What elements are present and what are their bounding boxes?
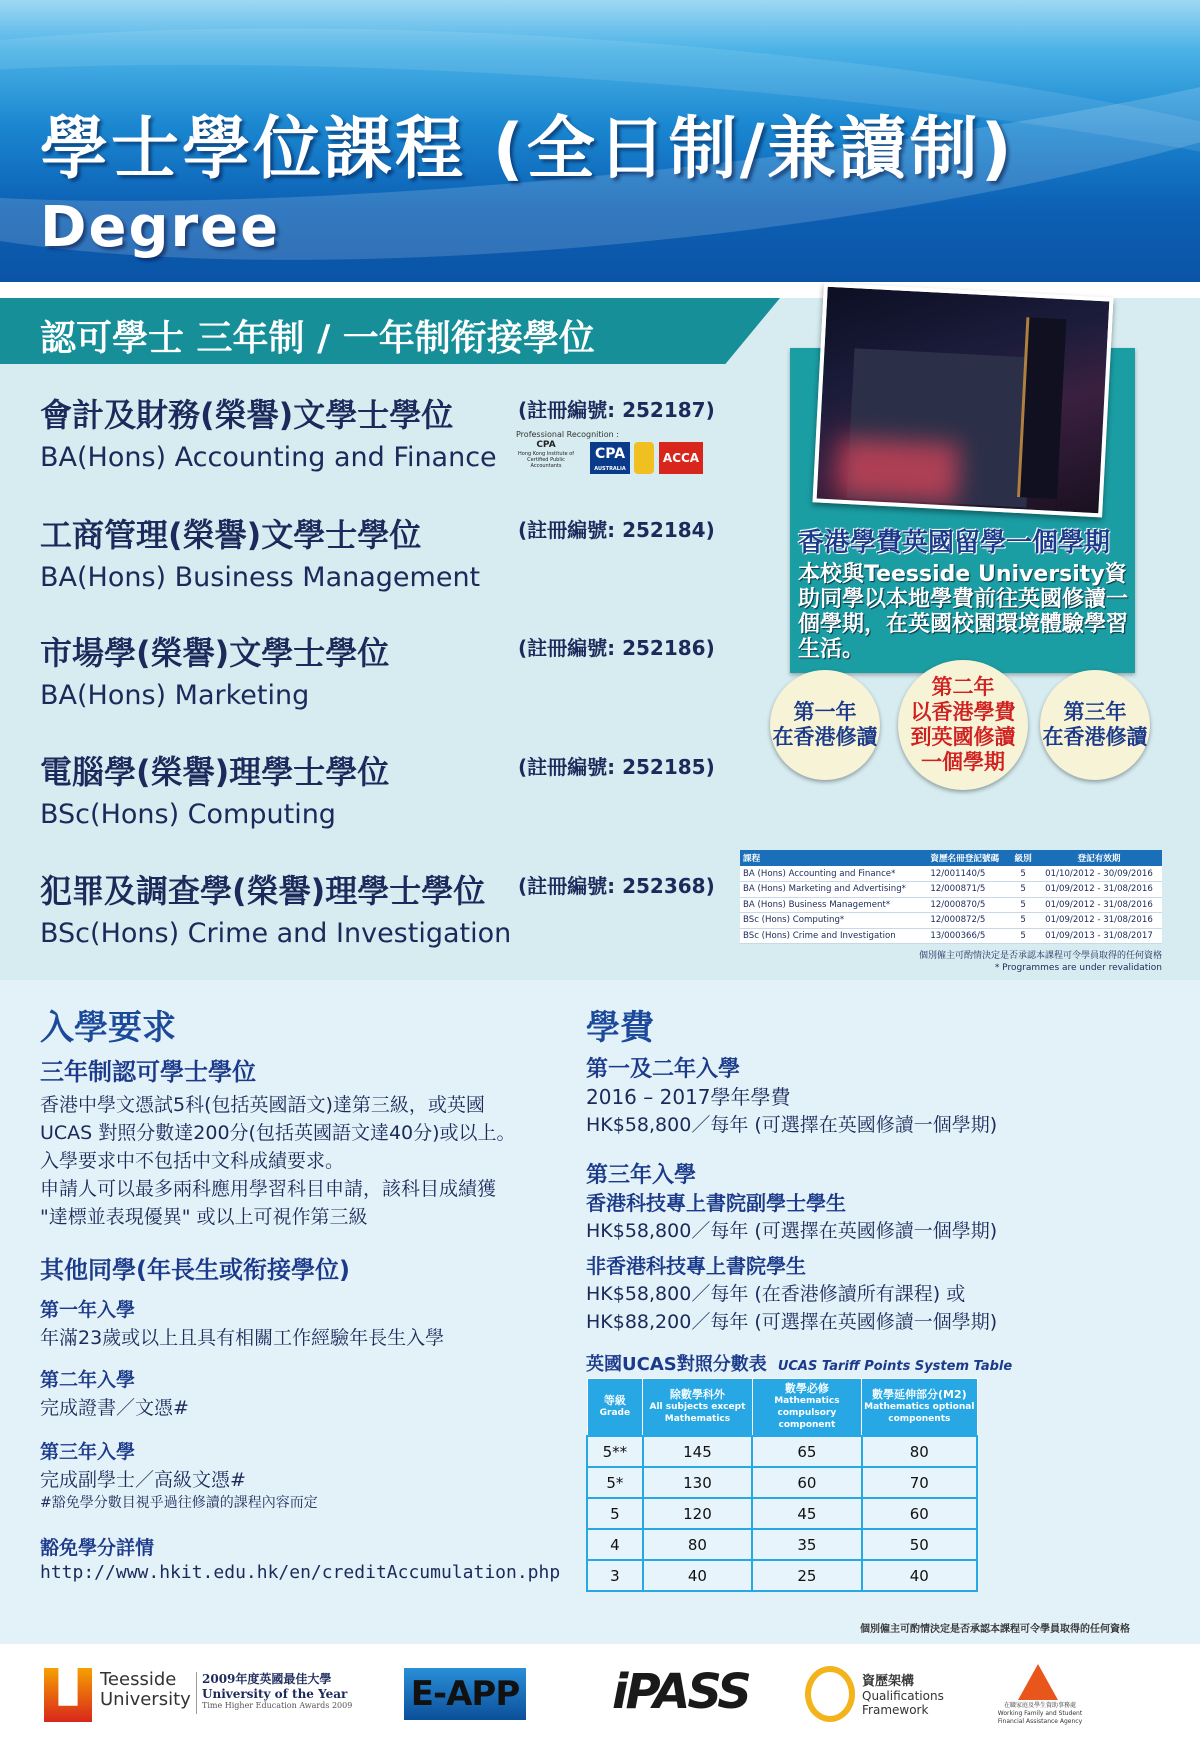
fees-amount: HK$88,200／每年 (可選擇在英國修讀一個學期)	[586, 1311, 998, 1333]
admission-year-two	[40, 1366, 560, 1422]
qualifications-framework-logo	[862, 1674, 944, 1717]
table-cell: 40	[643, 1560, 752, 1591]
table-header: 資歷名冊登記號碼	[927, 850, 1010, 866]
year-heading: 第二年入學	[40, 1369, 136, 1391]
fees-amount: HK$58,800／每年 (可選擇在英國修讀一個學期)	[586, 1114, 998, 1136]
year-one-circle	[770, 670, 880, 780]
table-header	[587, 1379, 643, 1437]
table-row	[587, 1498, 977, 1529]
crest-icon	[634, 442, 654, 474]
acca-logo: ACCA	[659, 442, 703, 474]
table-header-row	[587, 1379, 977, 1437]
table-cell: 13/000366/5	[927, 928, 1010, 944]
table-cell: 01/09/2012 - 31/08/2016	[1036, 913, 1162, 929]
text-line: "達標並表現優異" 或以上可視作第三級	[40, 1206, 368, 1228]
logo-text: Teesside	[100, 1669, 177, 1690]
cpa-australia-logo-subtext: AUSTRALIA	[594, 466, 626, 472]
programme-item-computing	[40, 747, 740, 830]
table-row	[587, 1560, 977, 1591]
circle-line: 到英國修讀	[910, 725, 1016, 749]
year-text: 年滿23歲或以上且具有相關工作經驗年長生入學	[40, 1327, 445, 1349]
programme-item-marketing	[40, 628, 740, 711]
registration-number: (註冊編號: 252368)	[518, 874, 715, 898]
text-line: 申請人可以最多兩科應用學習科目申請，該科目成績獲	[40, 1178, 497, 1200]
registration-number: (註冊編號: 252184)	[518, 518, 715, 542]
header-cn: 除數學科外	[669, 1388, 725, 1401]
programme-name-cn: 市場學(榮譽)文學士學位	[40, 634, 390, 672]
promo-description: 本校與Teesside University資助同學以本地學費前往英國修讀一個學期，在英國校園環境體驗學習生活。	[798, 562, 1129, 662]
logo-text: University	[100, 1689, 191, 1710]
table-cell: 60	[752, 1467, 861, 1498]
table-row	[740, 897, 1162, 913]
admission-subheading: 三年制認可學士學位	[40, 1058, 256, 1086]
programme-name-en: BA(Hons) Marketing	[40, 680, 310, 711]
recognition-label: Professional Recognition :	[516, 430, 619, 439]
award-text: University of the Year	[202, 1687, 348, 1701]
campus-photo	[812, 283, 1113, 518]
table-cell: 45	[752, 1498, 861, 1529]
logo-text: Qualifications	[862, 1689, 944, 1703]
registration-number: (註冊編號: 252187)	[518, 398, 715, 422]
text-line: UCAS 對照分數達200分(包括英國語文達40分)或以上。	[40, 1122, 516, 1144]
table-cell: 25	[752, 1560, 861, 1591]
header-en: Grade	[599, 1408, 631, 1418]
table-header	[862, 1379, 977, 1437]
credit-exemption	[40, 1534, 580, 1583]
table-cell: 4	[587, 1529, 643, 1560]
programme-name-cn: 會計及財務(榮譽)文學士學位	[40, 396, 454, 434]
table-cell: 5	[1010, 928, 1036, 944]
wfsfaa-logo	[990, 1702, 1090, 1726]
header-en: All subjects except Mathematics	[649, 1402, 746, 1424]
programme-name-cn: 犯罪及調查學(榮譽)理學士學位	[40, 872, 486, 910]
table-header	[752, 1379, 861, 1437]
table-cell: 80	[643, 1529, 752, 1560]
page-title-chinese: 學士學位課程 (全日制/兼讀制)	[40, 110, 1015, 189]
fees-heading: 學費	[586, 1008, 654, 1048]
logo-text: Working Family and Student Financial Assistance Agency	[997, 1710, 1083, 1725]
header-cn: 數學必修	[784, 1382, 829, 1395]
table-row	[587, 1529, 977, 1560]
page-title-english: Degree	[40, 195, 281, 260]
award-text: Time Higher Education Awards 2009	[202, 1701, 353, 1710]
fees-amount: HK$58,800／每年 (可選擇在英國修讀一個學期)	[586, 1220, 998, 1242]
ipass-logo: iPASS	[612, 1664, 749, 1720]
table-row	[740, 866, 1162, 882]
table-cell: BA (Hons) Accounting and Finance*	[740, 866, 927, 882]
admission-year-one	[40, 1296, 560, 1352]
registration-note	[740, 950, 1162, 974]
fees-year: 2016 – 2017學年學費	[586, 1085, 791, 1109]
promo-title: 香港學費英國留學一個學期	[798, 528, 1111, 558]
hkicpa-logo-subtext: Hong Kong Institute of Certified Public Accountants	[518, 451, 574, 469]
text-line: 入學要求中不包括中文科成績要求。	[40, 1150, 345, 1172]
section-banner-title: 認可學士 三年制 / 一年制衔接學位	[40, 318, 595, 359]
table-cell: 12/000872/5	[927, 913, 1010, 929]
fees-amount: HK$58,800／每年 (在香港修讀所有課程) 或	[586, 1283, 966, 1305]
teesside-university-name	[100, 1670, 191, 1710]
circle-line: 在香港修讀	[772, 725, 878, 749]
table-cell: 40	[862, 1560, 977, 1591]
registration-number: (註冊編號: 252185)	[518, 755, 715, 779]
circle-line: 在香港修讀	[1042, 725, 1148, 749]
registration-number: (註冊編號: 252186)	[518, 636, 715, 660]
logo-text: 資歷架構	[862, 1674, 915, 1689]
logo-text: Framework	[862, 1703, 929, 1717]
table-cell: 12/000871/5	[927, 882, 1010, 898]
admission-three-year	[40, 1052, 560, 1231]
table-cell: 130	[643, 1467, 752, 1498]
hkicpa-logo-text: CPA	[536, 440, 556, 450]
circle-line: 第二年	[931, 675, 995, 699]
university-award	[202, 1670, 352, 1710]
table-row	[740, 928, 1162, 944]
light-glow	[837, 438, 960, 504]
table-cell: 35	[752, 1529, 861, 1560]
header-en: Mathematics compulsory component	[774, 1396, 840, 1430]
programme-name-en: BSc(Hons) Crime and Investigation	[40, 918, 512, 949]
registration-note-cn: 個別僱主可酌情決定是否承認本課程可令學員取得的任何資格	[918, 951, 1162, 961]
logo-divider	[196, 1672, 197, 1714]
header-cn: 等級	[603, 1394, 626, 1407]
circle-line: 第一年	[793, 700, 857, 724]
table-cell: 12/001140/5	[927, 866, 1010, 882]
table-row	[587, 1436, 977, 1467]
table-cell: 5	[1010, 882, 1036, 898]
tower-sign	[1017, 317, 1066, 499]
hkicpa-logo	[516, 440, 576, 476]
year-three-circle	[1040, 670, 1150, 780]
fees-subheading: 第三年入學	[586, 1163, 697, 1188]
qualifications-framework-icon	[805, 1666, 855, 1722]
credit-url-link[interactable]: http://www.hkit.edu.hk/en/creditAccumulation.php	[40, 1562, 561, 1583]
table-cell: 12/000870/5	[927, 897, 1010, 913]
table-cell: 3	[587, 1560, 643, 1591]
year-text: 完成證書／文憑#	[40, 1397, 189, 1419]
programme-name-en: BA(Hons) Accounting and Finance	[40, 442, 497, 473]
year-heading: 第三年入學	[40, 1441, 136, 1463]
table-header	[643, 1379, 752, 1437]
circle-line: 第三年	[1063, 700, 1127, 724]
table-cell: 60	[862, 1498, 977, 1529]
fees-subheading: 第一及二年入學	[586, 1057, 741, 1082]
programme-name-en: BSc(Hons) Computing	[40, 799, 336, 830]
table-cell: 145	[643, 1436, 752, 1467]
award-text: 2009年度英國最佳大學	[202, 1672, 332, 1686]
admission-heading: 入學要求	[40, 1008, 176, 1048]
table-cell: 80	[862, 1436, 977, 1467]
table-header: 課程	[740, 850, 927, 866]
fees-group-three	[586, 1252, 1186, 1336]
admission-subheading: 其他同學(年長生或衔接學位)	[40, 1256, 350, 1284]
credit-heading: 豁免學分詳情	[40, 1537, 155, 1559]
table-cell: BA (Hons) Marketing and Advertising*	[740, 882, 927, 898]
ucas-title-cn: 英國UCAS對照分數表	[586, 1354, 767, 1375]
table-cell: 5**	[587, 1436, 643, 1467]
fees-group-two	[586, 1158, 1186, 1245]
year-text: 完成副學士／高級文憑#	[40, 1469, 246, 1491]
table-cell: 65	[752, 1436, 861, 1467]
admission-year-three	[40, 1438, 560, 1512]
table-cell: 01/09/2012 - 31/08/2016	[1036, 897, 1162, 913]
year-two-circle	[898, 660, 1028, 790]
table-cell: 5	[1010, 866, 1036, 882]
table-cell: BA (Hons) Business Management*	[740, 897, 927, 913]
programme-item-crime	[40, 866, 740, 949]
logo-text: 在職家庭及學生資助事務處	[1003, 1702, 1076, 1709]
text-line: 香港中學文憑試5科(包括英國語文)達第三級，或英國	[40, 1094, 485, 1116]
table-cell: BSc (Hons) Computing*	[740, 913, 927, 929]
e-app-logo: E-APP	[404, 1668, 526, 1720]
table-header: 登記有效期	[1036, 850, 1162, 866]
table-cell: 5*	[587, 1467, 643, 1498]
table-row	[740, 882, 1162, 898]
year-heading: 第一年入學	[40, 1299, 136, 1321]
professional-recognition	[516, 430, 706, 476]
programme-item-business	[40, 510, 740, 593]
table-cell: 5	[1010, 897, 1036, 913]
exemption-note: #豁免學分數目視乎過往修讀的課程內容而定	[40, 1495, 318, 1511]
table-cell: 01/09/2013 - 31/08/2017	[1036, 928, 1162, 944]
table-header-row	[740, 850, 1162, 866]
circle-line: 以香港學費	[910, 700, 1016, 724]
circle-line: 一個學期	[921, 750, 1005, 774]
cpa-australia-logo-text: CPA	[594, 446, 626, 462]
programme-name-cn: 工商管理(榮譽)文學士學位	[40, 516, 422, 554]
fees-student-type: 香港科技專上書院副學士學生	[586, 1191, 846, 1215]
ucas-tariff-table	[586, 1378, 978, 1592]
table-cell: 01/10/2012 - 30/09/2016	[1036, 866, 1162, 882]
header-cn: 數學延伸部分(M2)	[871, 1388, 967, 1401]
table-cell: 50	[862, 1529, 977, 1560]
fees-group-one	[586, 1052, 1186, 1139]
programme-name-cn: 電腦學(榮譽)理學士學位	[40, 753, 390, 791]
programme-name-en: BA(Hons) Business Management	[40, 562, 481, 593]
table-cell: 5	[587, 1498, 643, 1529]
table-row	[587, 1467, 977, 1498]
ucas-title-en: UCAS Tariff Points System Table	[777, 1359, 1013, 1374]
header-en: Mathematics optional components	[864, 1402, 975, 1424]
registration-note-en: * Programmes are under revalidation	[994, 963, 1162, 973]
cpa-australia-logo	[590, 442, 630, 474]
table-cell: 01/09/2012 - 31/08/2016	[1036, 882, 1162, 898]
ucas-table-title	[586, 1350, 1012, 1376]
table-cell: 5	[1010, 913, 1036, 929]
qr-registration-table	[740, 850, 1162, 944]
employer-note: 個別僱主可酌情決定是否承認本課程可令學員取得的任何資格	[860, 1624, 1130, 1635]
table-row	[740, 913, 1162, 929]
table-header: 級別	[1010, 850, 1036, 866]
admission-other	[40, 1250, 560, 1285]
fees-student-type: 非香港科技專上書院學生	[586, 1254, 806, 1278]
table-cell: 120	[643, 1498, 752, 1529]
admission-text	[40, 1091, 560, 1231]
table-cell: 70	[862, 1467, 977, 1498]
table-cell: BSc (Hons) Crime and Investigation	[740, 928, 927, 944]
